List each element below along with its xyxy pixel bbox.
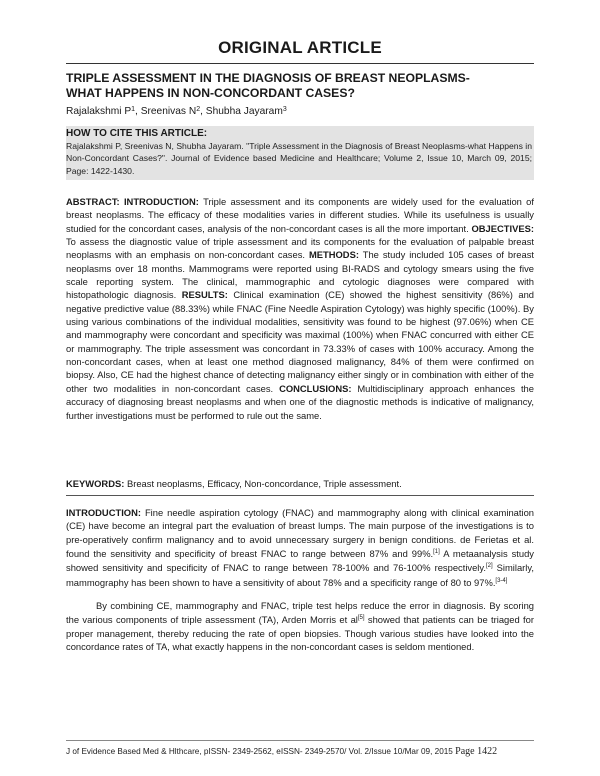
- page-footer: [66, 746, 536, 757]
- abstract: [66, 195, 534, 422]
- abstract-conclusions-label: CONCLUSIONS:: [279, 382, 352, 394]
- author-name: Sreenivas N: [140, 106, 197, 117]
- author-name: Rajalakshmi P: [66, 106, 132, 117]
- page-number: Page 1422: [455, 746, 498, 757]
- introduction-paragraph-1: [66, 506, 534, 589]
- abstract-results-text: Clinical examination (CE) showed the highest sensitivity (86%) and negative predictive value (88.33%) while FNAC (Fine Needle Aspiration Cytology) was highly specific (100%). By using various combinations of the individual modalities, sensitivity was found to be highest (97.06%) when CE and mammography were concordant and specificity was maximal (100%) when FNAC concurred with either CE or mammography. The triple assessment was concordant in 73.33% of cases with 100% accuracy. Among the non-concordant cases, when at least one method diagnosed malignancy, 84% of them were confirmed on biopsy. Also, CE had the highest chance of detecting malignancy either singly or in combination with either of the other two modalities in non-concordant cases.: [66, 289, 535, 394]
- abstract-label: ABSTRACT:: [66, 196, 120, 207]
- citation-heading: HOW TO CITE THIS ARTICLE:: [66, 128, 208, 139]
- author-affiliation: 2: [196, 106, 201, 113]
- reference-marker: [3-4]: [495, 577, 508, 584]
- article-type-heading: ORIGINAL ARTICLE: [218, 38, 382, 57]
- abstract-methods-text: The study included 105 cases of breast neoplasms over 18 months. Mammograms were reported using BI-RADS and cytology smears using the five scale reporting system. The clinical, mammographic and cytologic diagnoses were compared with histopathologic diagnosis.: [66, 249, 534, 301]
- author-name: Shubha Jayaram: [205, 106, 283, 117]
- reference-marker: [1]: [433, 549, 440, 556]
- introduction-text: A metaanalysis study showed sensitivity and specificity of FNAC to range between 78-100% and 76-100% respectively.: [66, 548, 534, 574]
- keywords: [66, 477, 534, 490]
- abstract-introduction-text: Triple assessment and its components are widely used for the evaluation of breast neoplasms. The efficacy of these modalities varies in different studies. While its usefulness is usually studied for the concordant cases, analysis of the non-concordant cases is all the more important.: [66, 196, 534, 234]
- abstract-divider: [66, 495, 534, 496]
- keywords-text: Breast neoplasms, Efficacy, Non-concordance, Triple assessment.: [124, 478, 402, 489]
- reference-marker: [2]: [485, 563, 493, 570]
- author-affiliation: 1: [131, 106, 136, 113]
- introduction-text: By combining CE, mammography and FNAC, triple test helps reduce the error in diagnosis. By scoring the various components of triple assessment (TA), Arden Morris et al: [66, 600, 534, 626]
- author-separator: ,: [200, 106, 206, 117]
- introduction-text: Similarly, mammography has been shown to have a sensitivity of about 78% and a specificity range of 80 to 97%.: [66, 562, 534, 588]
- article-title: [66, 71, 536, 101]
- abstract-objectives-label: OBJECTIVES:: [471, 222, 534, 234]
- introduction-label: INTRODUCTION:: [66, 507, 141, 518]
- journal-info: J of Evidence Based Med & Hlthcare, pISSN- 2349-2562, eISSN- 2349-2570/ Vol. 2/Issue 10/Mar 09, 2015: [66, 747, 453, 756]
- abstract-objectives-text: To assess the diagnostic value of triple assessment and its components for the evaluation of palpable breast neoplasms with an emphasis on non-concordant cases.: [66, 236, 534, 261]
- title-line-2: WHAT HAPPENS IN NON-CONCORDANT CASES?: [66, 86, 355, 100]
- introduction-text: Fine needle aspiration cytology (FNAC) and mammography along with clinical examination (CE) have become an integral part the evaluation of breast lumps. The main purpose of the investigations is to pre-operatively confirm malignancy and to avoid unnecessary surgery in benign conditions. de Ferietas et al. found the sensitivity and specificity of breast FNAC to range between 87% and 99%.: [66, 507, 534, 560]
- title-line-1: TRIPLE ASSESSMENT IN THE DIAGNOSIS OF BREAST NEOPLASMS-: [66, 71, 470, 85]
- abstract-introduction-label: INTRODUCTION:: [123, 196, 199, 207]
- author-separator: ,: [135, 106, 141, 117]
- citation-text: Rajalakshmi P, Sreenivas N, Shubha Jayaram. "Triple Assessment in the Diagnosis of Breast Neoplasms-what Happens in Non-Concordant Cases?". Journal of Evidence based Medicine and Healthcare; Volume 2, Issue 10, March 09, 2015; Page: 1422-1430.: [66, 141, 532, 176]
- keywords-label: KEYWORDS:: [66, 478, 125, 489]
- author-list: [66, 103, 536, 118]
- abstract-conclusions-text: Multidisciplinary approach enhances the accuracy of diagnosing breast neoplasms and when one of the diagnostic methods is indicative of malignancy, further investigations must be performed to rule out the same.: [66, 382, 534, 421]
- abstract-methods-label: METHODS:: [308, 249, 359, 261]
- author-affiliation: 3: [282, 106, 287, 113]
- introduction-text: showed that patients can be triaged for proper management, thereby reducing the rate of open biopsies. Though various studies have looked into the concordance rates of TA, what exactly happens in the non-concordant cases is seldom mentioned.: [66, 614, 534, 653]
- introduction-paragraph-2: [66, 599, 534, 653]
- reference-marker: [5]: [357, 615, 365, 622]
- abstract-results-label: RESULTS:: [181, 289, 228, 301]
- footer-divider: [66, 740, 534, 741]
- heading-divider: [66, 63, 534, 64]
